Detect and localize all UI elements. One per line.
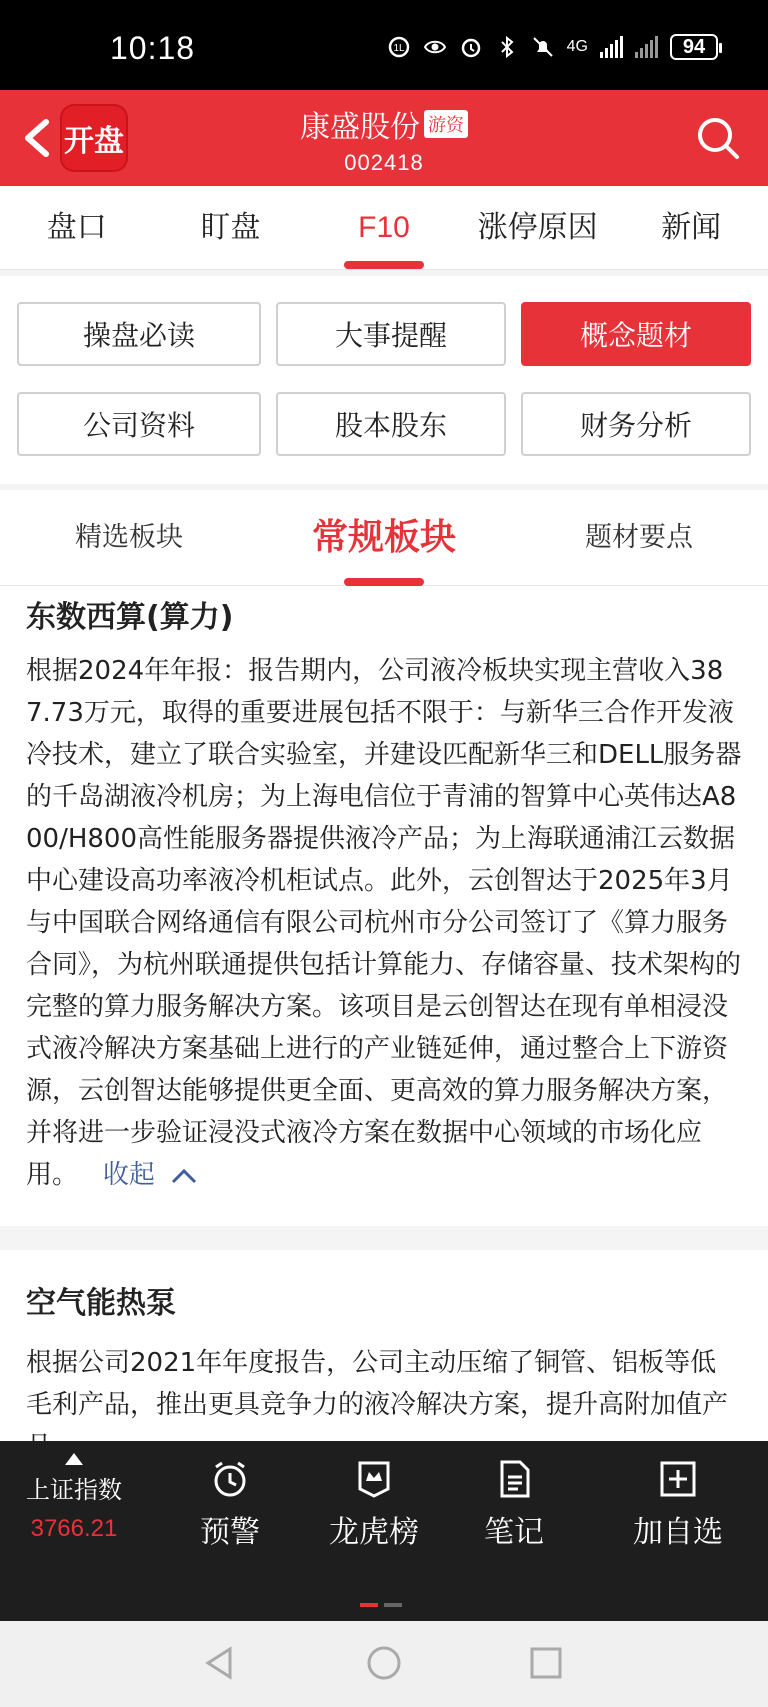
main-tabs [0,186,768,270]
signal-icon [600,36,623,58]
index-ticker[interactable] [18,1451,130,1543]
collapse-button[interactable] [86,1160,199,1190]
nav-add-watchlist[interactable] [616,1459,740,1551]
page-indicator [360,1603,402,1607]
battery-level: 94 [682,35,706,58]
nav-alert[interactable] [180,1459,280,1551]
btn-trading-essentials[interactable]: 操盘必读 [17,302,261,366]
section-body [26,650,742,1196]
index-value: 3766.21 [30,1515,118,1542]
search-icon[interactable] [694,114,742,162]
plus-square-icon [658,1459,698,1499]
status-time: 10:18 [110,30,196,66]
status-bar [0,0,768,90]
nav-dragon-tiger[interactable] [314,1459,434,1551]
tab-f10[interactable]: F10 [307,186,461,269]
nav-label: 加自选 [633,1515,723,1550]
btn-company-info[interactable]: 公司资料 [17,392,261,456]
nav-label: 龙虎榜 [329,1515,419,1550]
svg-text:1L: 1L [393,43,405,54]
data-saver-icon [387,35,411,59]
back-triangle-icon[interactable] [202,1645,238,1681]
stock-code: 002418 [344,150,424,175]
f10-category-grid [0,276,768,484]
sub-tabs [0,490,768,586]
concept-section [0,1250,768,1468]
tab-news[interactable]: 新闻 [661,210,722,245]
stock-title [0,102,768,176]
btn-events[interactable]: 大事提醒 [276,302,506,366]
tab-regular-sectors[interactable]: 常规板块 [290,490,478,586]
content-scroll[interactable] [0,586,768,1441]
recents-square-icon[interactable] [528,1645,564,1681]
logo-text: 开盘 [64,124,124,159]
battery-icon [670,34,718,60]
section-title: 空气能热泵 [26,1286,176,1321]
triangle-up-icon [64,1452,84,1466]
tab-limit-up-reason[interactable]: 涨停原因 [477,210,598,245]
network-type: 4G [566,38,588,55]
nav-label: 笔记 [484,1515,544,1550]
mute-bell-icon [531,35,555,59]
btn-financial-analysis[interactable]: 财务分析 [521,392,751,456]
bluetooth-icon [495,35,519,59]
tab-pankou[interactable]: 盘口 [46,210,107,245]
status-icons [387,34,718,60]
stock-name: 康盛股份 [300,110,420,145]
signal-2-icon [635,36,658,58]
index-name: 上证指数 [26,1476,122,1504]
section-text: 根据公司2021年年度报告，公司主动压缩了铜管、铝板等低毛利产品，推出更具竞争力的液冷解决方案，提升高附加值产 [26,1348,729,1420]
eye-icon [423,35,447,59]
concept-section [0,586,768,1196]
nav-notes[interactable] [464,1459,564,1551]
note-icon [494,1459,534,1499]
section-text: 根据2024年年报：报告期内，公司液冷板块实现主营收入387.73万元，取得的重要进展包括不限于：与新华三合作开发液冷技术，建立了联合实验室，并建设匹配新华三和DELL服务器的千岛湖液冷机房；为上海电信位于青浦的智算中心英伟达A800/H800高性能服务器提供液冷产品；为上海联通浦江云数据中心建设高功率液冷机柜试点。此外，云创智达于2025年3月与中国联合网络通信有限公司杭州市分公司签订了《算力服务合同》，为杭州联通提供包括计算能力、存储容量、技术架构的完整的算力服务解决方案。该项目是云创智达在现有单相浸没式液冷解决方案基础上进行的产业链延伸，通过整合上下游资源，云创智达能够提供更全面、更高效的算力服务解决方案，并将进一步验证浸没式液冷方案在数据中心领域的市场化应用。 [26,656,742,1190]
alarm-clock-icon [210,1459,250,1499]
btn-equity-holders[interactable]: 股本股东 [276,392,506,456]
system-nav-bar [0,1621,768,1707]
tab-selected-sectors[interactable]: 精选板块 [75,522,183,553]
alarm-icon [459,35,483,59]
home-circle-icon[interactable] [366,1645,402,1681]
app-header [0,90,768,186]
chevron-up-icon [169,1166,199,1186]
crown-badge-icon [354,1459,394,1499]
btn-concepts[interactable]: 概念题材 [521,302,751,366]
tab-dingpan[interactable]: 盯盘 [200,210,261,245]
section-title: 东数西算(算力) [26,600,234,635]
nav-label: 预警 [200,1515,260,1550]
tab-theme-points[interactable]: 题材要点 [585,522,693,553]
section-divider [0,1226,768,1250]
bottom-nav [0,1441,768,1621]
stock-tag[interactable]: 游资 [424,110,468,138]
collapse-label: 收起 [102,1160,155,1190]
